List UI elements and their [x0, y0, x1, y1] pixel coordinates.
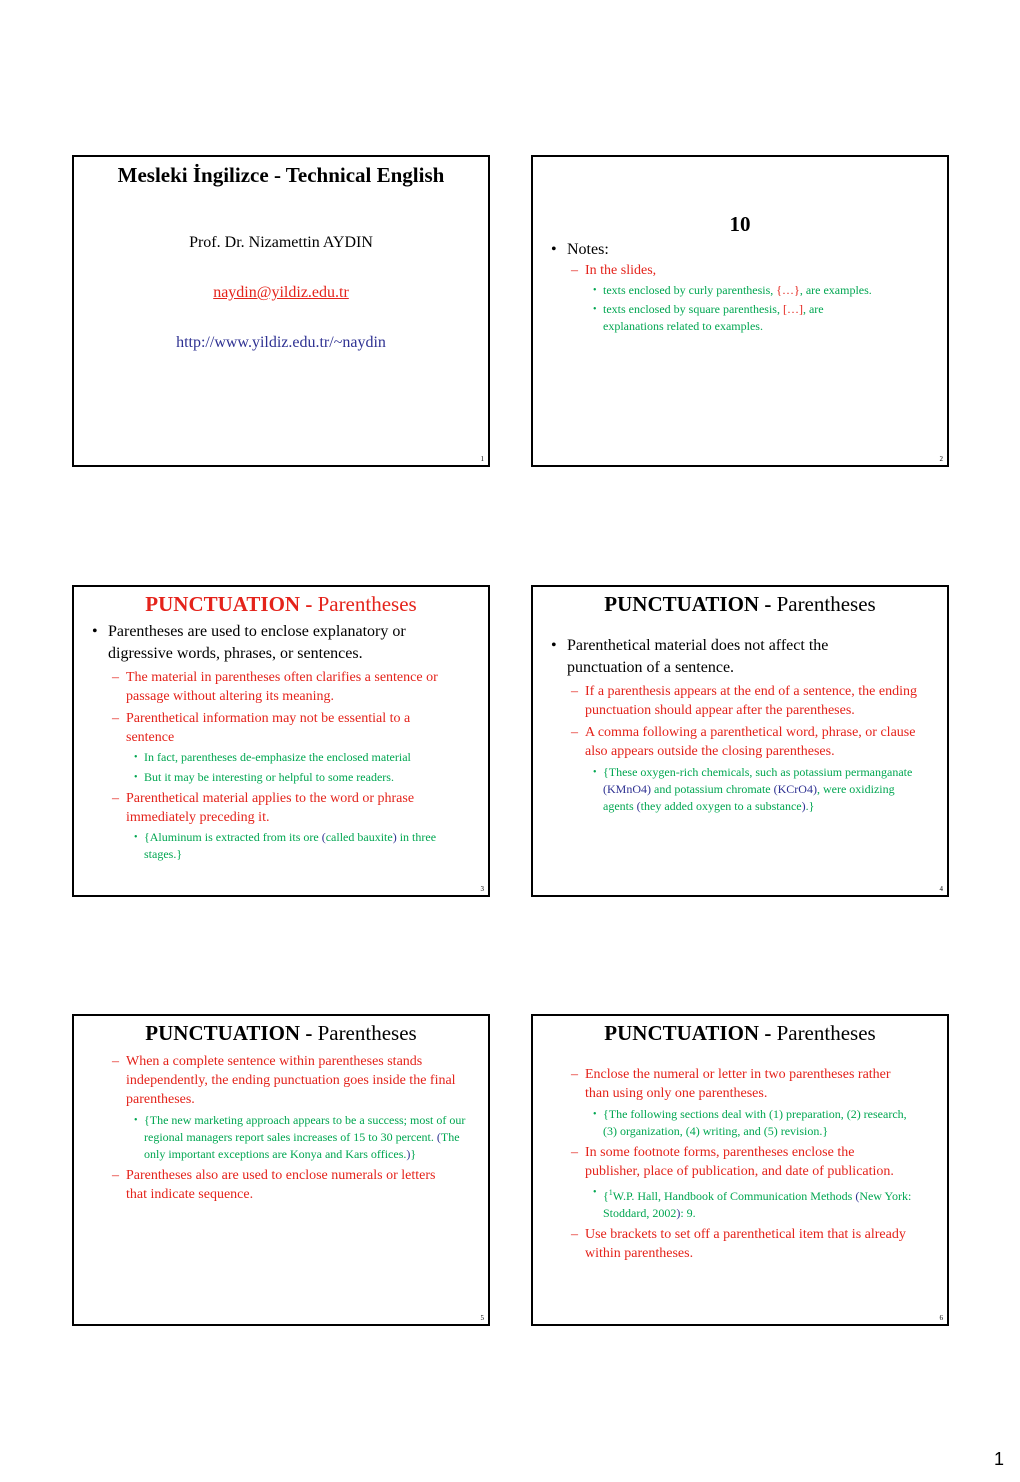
slide-number: 3	[480, 885, 484, 893]
page-number: 1	[993, 1449, 1004, 1469]
author-name: Prof. Dr. Nizamettin AYDIN	[189, 234, 373, 251]
sub-point: – Parenthetical information may not be essential to a sentence	[74, 709, 488, 747]
sub-point: – Enclose the numeral or letter in two parentheses rather than using only one parentheses.	[533, 1065, 947, 1103]
slide-title: PUNCTUATION - Parentheses	[604, 1021, 876, 1045]
sub-point: – When a complete sentence within parentheses stands independently, the ending punctuation goes inside the final parentheses.	[74, 1052, 488, 1109]
example-item: • {$^1$W.P. Hall, Handbook of Communication Methods (New York: Stoddard, 2002): 9.	[533, 1184, 947, 1222]
example-item: • {The following sections deal with (1) preparation, (2) research, (3) organization, (4) writing, and (5) revision.}	[533, 1106, 947, 1140]
slide-6	[531, 1014, 949, 1326]
sub-point: – The material in parentheses often clarifies a sentence or passage without altering its meaning.	[74, 668, 488, 706]
notes-sub: – In the slides,	[533, 261, 947, 280]
slide-2	[531, 155, 949, 467]
sub-point: – In some footnote forms, parentheses enclose the publisher, place of publication, and date of publication.	[533, 1143, 947, 1181]
slide-title: Mesleki İngilizce - Technical English	[117, 163, 445, 187]
slide-title: 10	[729, 212, 751, 236]
sub-point: – If a parenthesis appears at the end of a sentence, the ending punctuation should appear after the parentheses.	[533, 682, 947, 720]
example-item: • {The new marketing approach appears to be a success; most of our regional managers report sales increases of 15 to 30 percent. (The only important exceptions are Konya and Kars offices.)}	[74, 1112, 488, 1163]
sub-point: – Parenthetical material applies to the word or phrase immediately preceding it.	[74, 789, 488, 827]
notes-item-square: • texts enclosed by square parenthesis, […], are explanations related to examples.	[533, 301, 947, 335]
sub-point: – Parentheses also are used to enclose numerals or letters that indicate sequence.	[74, 1166, 488, 1204]
slide-5	[72, 1014, 490, 1326]
slide-number: 6	[939, 1314, 943, 1322]
slide-title: PUNCTUATION - Parentheses	[604, 592, 876, 616]
slide-number: 4	[939, 885, 943, 893]
sub-point: – Use brackets to set off a parenthetical item that is already within parentheses.	[533, 1225, 947, 1263]
slide-number: 1	[480, 455, 484, 463]
main-bullet: • Parentheses are used to enclose explanatory or digressive words, phrases, or sentences.	[74, 621, 488, 665]
sub-point: – A comma following a parenthetical word, phrase, or clause also appears outside the closing parentheses.	[533, 723, 947, 761]
sub-item: • But it may be interesting or helpful to some readers.	[74, 769, 488, 786]
example-item: • {These oxygen-rich chemicals, such as potassium permanganate (KMnO4) and potassium chromate (KCrO4), were oxidizing agents (they added oxygen to a substance).}	[533, 764, 947, 815]
example-item: • {Aluminum is extracted from its ore (called bauxite) in three stages.}	[74, 829, 488, 863]
main-bullet: • Parenthetical material does not affect the punctuation of a sentence.	[533, 635, 947, 679]
slide-4	[531, 585, 949, 897]
slide-number: 2	[939, 455, 943, 463]
email-link[interactable]: naydin@yildiz.edu.tr	[213, 284, 349, 301]
slide-number: 5	[480, 1314, 484, 1322]
slide-3	[72, 585, 490, 897]
slide-title: PUNCTUATION - Parentheses	[145, 592, 417, 616]
notes-bullet: • Notes:	[533, 239, 947, 261]
sub-item: • In fact, parentheses de-emphasize the enclosed material	[74, 749, 488, 766]
slide-1	[72, 155, 490, 467]
slide-title: PUNCTUATION - Parentheses	[145, 1021, 417, 1045]
notes-item-curly: • texts enclosed by curly parenthesis, {…}, are examples.	[533, 282, 947, 299]
website-link[interactable]: http://www.yildiz.edu.tr/~naydin	[176, 334, 386, 351]
